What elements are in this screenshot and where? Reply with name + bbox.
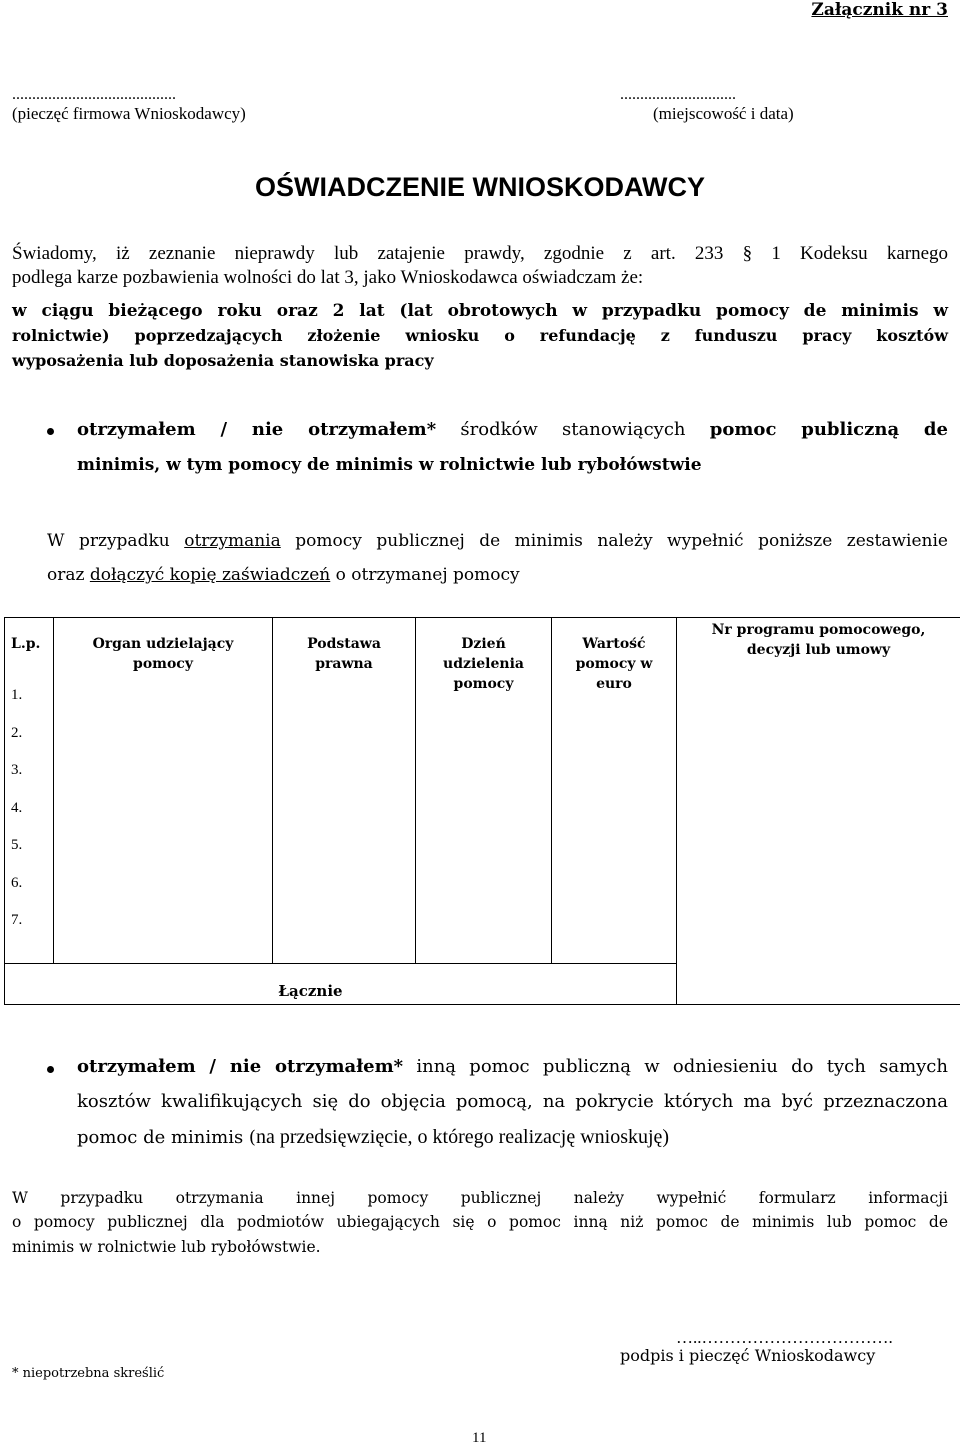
bullet-1-line-1 — [77, 417, 948, 443]
bullet-2-text-3a: pomoc de minimis ( — [77, 1127, 256, 1148]
instruction-text-3: oraz — [47, 565, 85, 585]
instruction-underlined-1: otrzymania — [184, 531, 281, 551]
basis-column[interactable] — [273, 618, 416, 964]
received-choice-1: otrzymałem / nie otrzymałem* — [77, 419, 437, 440]
total-label: Łącznie — [278, 982, 343, 1000]
header-value: Wartość pomocy w euro — [575, 636, 653, 692]
bullet-2-line-2: kosztów kwalifikujących się do objęcia pomocą, na pokrycie których ma być przeznaczona — [77, 1091, 948, 1112]
row-number-7: 7. — [11, 912, 23, 928]
instruction-underlined-2: dołączyć kopię zaświadczeń — [89, 565, 331, 585]
header-lp: L.p. — [11, 636, 41, 652]
bullet-2-text-3b: na przedsięwzięcie, o którego realizację wnioskuję) — [255, 1126, 670, 1148]
bullet-2-line-1 — [77, 1054, 948, 1080]
instruction-text-2: pomocy publicznej de minimis należy wypełnić poniższe zestawienie — [295, 531, 948, 551]
lp-column[interactable] — [5, 618, 54, 964]
note-line-2: o pomocy publicznej dla podmiotów ubiegających się o pomoc inną niż pomoc de minimis lub pomoc de — [12, 1213, 948, 1231]
row-number-4: 4. — [11, 799, 23, 816]
statement-line-3: wyposażenia lub doposażenia stanowiska pracy — [12, 351, 434, 370]
bullet-1-text: środków stanowiących — [460, 419, 686, 440]
received-choice-2: otrzymałem / nie otrzymałem* — [77, 1056, 404, 1077]
signature-dots: …..……………………………. — [676, 1328, 893, 1347]
document-title: OŚWIADCZENIE WNIOSKODAWCY — [255, 172, 705, 202]
bullet-2-dot — [47, 1066, 54, 1073]
bullet-2-line-3 — [77, 1124, 669, 1151]
bullet-1-dot — [47, 428, 54, 435]
statement-line-1: w ciągu bieżącego roku oraz 2 lat (lat obrotowych w przypadku pomocy de minimis w — [12, 301, 948, 321]
bullet-2-text: inną pomoc publiczną w odniesieniu do tych samych — [416, 1056, 948, 1077]
footnote: * niepotrzebna skreślić — [12, 1366, 165, 1381]
note-line-3: minimis w rolnictwie lub rybołówstwie. — [12, 1238, 321, 1256]
instruction-text-1: W przypadku — [47, 531, 170, 551]
header-date: Dzień udzielenia pomocy — [443, 636, 524, 692]
bullet-1-line-2: minimis, w tym pomocy de minimis w rolnictwie lub rybołówstwie — [77, 455, 702, 475]
row-number-2: 2. — [11, 724, 23, 741]
stamp-dots: ......................................... — [12, 86, 176, 103]
date-column[interactable] — [416, 618, 552, 964]
note-line-1: W przypadku otrzymania innej pomocy publicznej należy wypełnić formularz informacji — [12, 1189, 948, 1207]
table-body-row — [5, 618, 960, 964]
intro-text-end: 1 Kodeksu karnego — [771, 243, 949, 264]
row-number-5: 5. — [11, 837, 23, 853]
header-organ: Organ udzielający pomocy — [92, 636, 234, 672]
signature-label: podpis i pieczęć Wnioskodawcy — [620, 1346, 876, 1365]
instruction-text-4: o otrzymanej pomocy — [335, 565, 520, 585]
program-column[interactable] — [677, 618, 960, 1005]
annex-label: Załącznik nr 3 — [811, 0, 948, 20]
page-number: 11 — [472, 1430, 487, 1446]
intro-line-1 — [12, 242, 948, 266]
section-sign: § — [742, 243, 753, 264]
instruction-line-1 — [47, 528, 948, 554]
statement-line-2: rolnictwie) poprzedzających złożenie wniosku o refundację z funduszu pracy kosztów — [12, 326, 948, 345]
intro-line-2: podlega karze pozbawienia wolności do lat 3, jako Wnioskodawca oświadczam że: — [12, 267, 644, 288]
instruction-line-2 — [47, 562, 520, 588]
place-date-label: (miejscowość i data) — [653, 104, 794, 123]
row-number-3: 3. — [11, 762, 23, 778]
aid-table — [4, 617, 960, 1005]
place-date-dots: ............................. — [620, 86, 736, 103]
bullet-1-bold-end: pomoc publiczną de — [709, 419, 948, 440]
row-number-1: 1. — [11, 687, 23, 703]
header-basis: Podstawa prawna — [307, 636, 381, 672]
intro-text: Świadomy, iż zeznanie nieprawdy lub zatajenie prawdy, zgodnie z art. 233 — [12, 243, 724, 264]
header-program: Nr programu pomocowego, decyzji lub umowy — [711, 622, 926, 658]
total-cell[interactable] — [5, 963, 677, 1004]
row-number-6: 6. — [11, 874, 23, 891]
stamp-label: (pieczęć firmowa Wnioskodawcy) — [12, 104, 246, 123]
value-column[interactable] — [552, 618, 677, 964]
organ-column[interactable] — [54, 618, 273, 964]
